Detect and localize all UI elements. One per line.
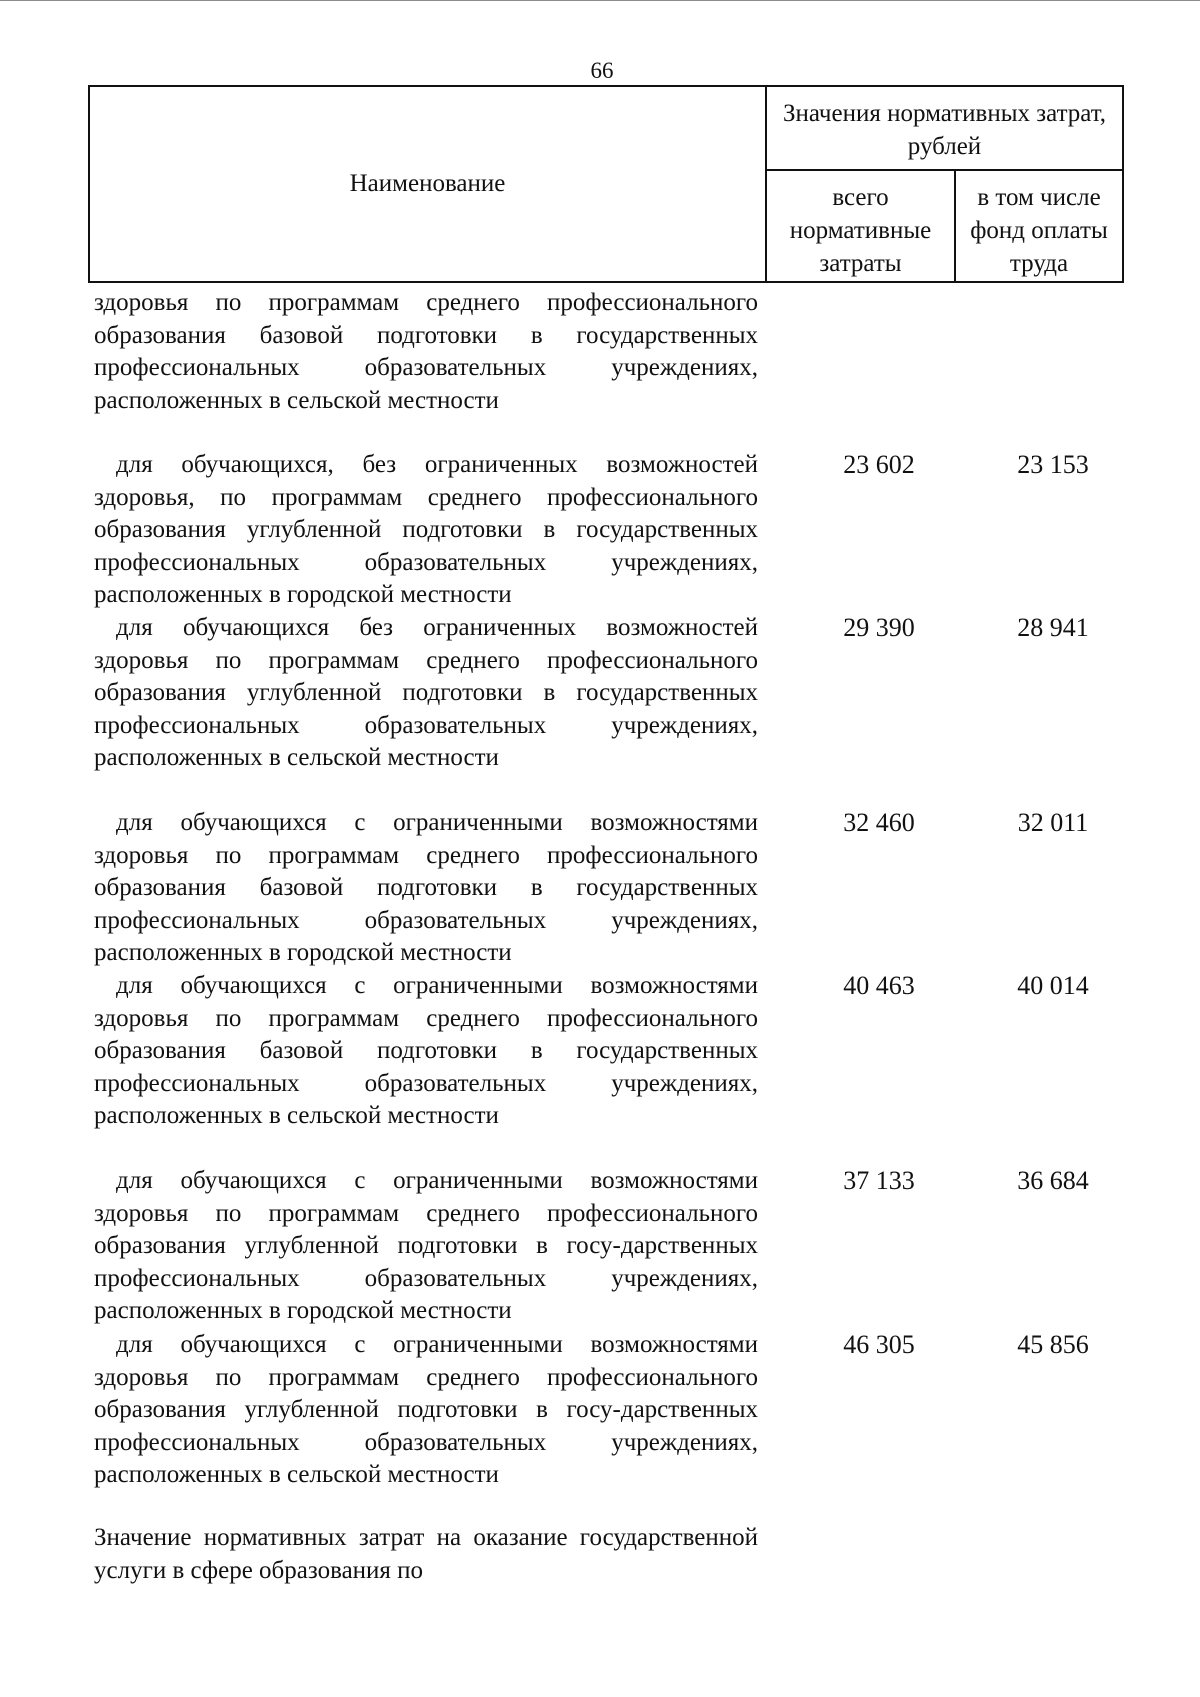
row-wage-value: 36 684 xyxy=(1017,1166,1089,1195)
row-name: для обучающихся без ограниченных возможностей здоровья по программам среднего профессионального образования углубленной подготовки в государственных профессиональных образовательных учреждениях, расположенных в сельской местности xyxy=(94,614,758,771)
row-name: для обучающихся с ограниченными возможностями здоровья по программам среднего профессионального образования углубленной подготовки в госу-дарственных профессиональных образовательных учреждениях, расположенных в городской местности xyxy=(94,1167,758,1324)
row-wage-value: 23 153 xyxy=(1017,450,1089,479)
header-wage-fund-column: в том числе фонд оплаты труда xyxy=(970,184,1108,277)
row-name: здоровья по программам среднего профессионального образования базовой подготовки в государственных профессиональных образовательных учреждениях, расположенных в сельской местности xyxy=(94,289,758,414)
row-total-value: 32 460 xyxy=(843,808,915,837)
page-top-edge xyxy=(0,0,1200,1)
row-name: для обучающихся с ограниченными возможностями здоровья по программам среднего профессионального образования базовой подготовки в государственных профессиональных образовательных учреждениях, расположенных в городской местности xyxy=(94,809,758,966)
row-name: для обучающихся с ограниченными возможностями здоровья по программам среднего профессионального образования углубленной подготовки в госу-дарственных профессиональных образовательных учреждениях, расположенных в сельской местности xyxy=(94,1331,758,1488)
row-name: для обучающихся, без ограниченных возможностей здоровья, по программам среднего профессионального образования углубленной подготовки в государственных профессиональных образовательных учреждениях, расположенных в городской местности xyxy=(94,451,758,608)
row-name: для обучающихся с ограниченными возможностями здоровья по программам среднего профессионального образования базовой подготовки в государственных профессиональных образовательных учреждениях, расположенных в сельской местности xyxy=(94,972,758,1129)
row-wage-value: 32 011 xyxy=(1017,808,1089,837)
row-wage-value: 40 014 xyxy=(1017,971,1089,1000)
row-total-value: 23 602 xyxy=(843,450,915,479)
header-total-costs-column: всего нормативные затраты xyxy=(789,184,932,277)
table-header xyxy=(88,85,1124,283)
row-name: Значение нормативных затрат на оказание государственной услуги в сфере образования по xyxy=(94,1524,758,1584)
page-number: 66 xyxy=(590,58,614,83)
row-wage-value: 45 856 xyxy=(1017,1330,1089,1359)
row-total-value: 29 390 xyxy=(843,613,915,642)
row-total-value: 46 305 xyxy=(843,1330,915,1359)
header-values-group: Значения нормативных затрат, рублей xyxy=(782,100,1107,160)
row-total-value: 40 463 xyxy=(843,971,915,1000)
header-divider xyxy=(765,169,1122,171)
row-wage-value: 28 941 xyxy=(1017,613,1089,642)
header-name-column: Наименование xyxy=(349,170,506,197)
row-total-value: 37 133 xyxy=(843,1166,915,1195)
